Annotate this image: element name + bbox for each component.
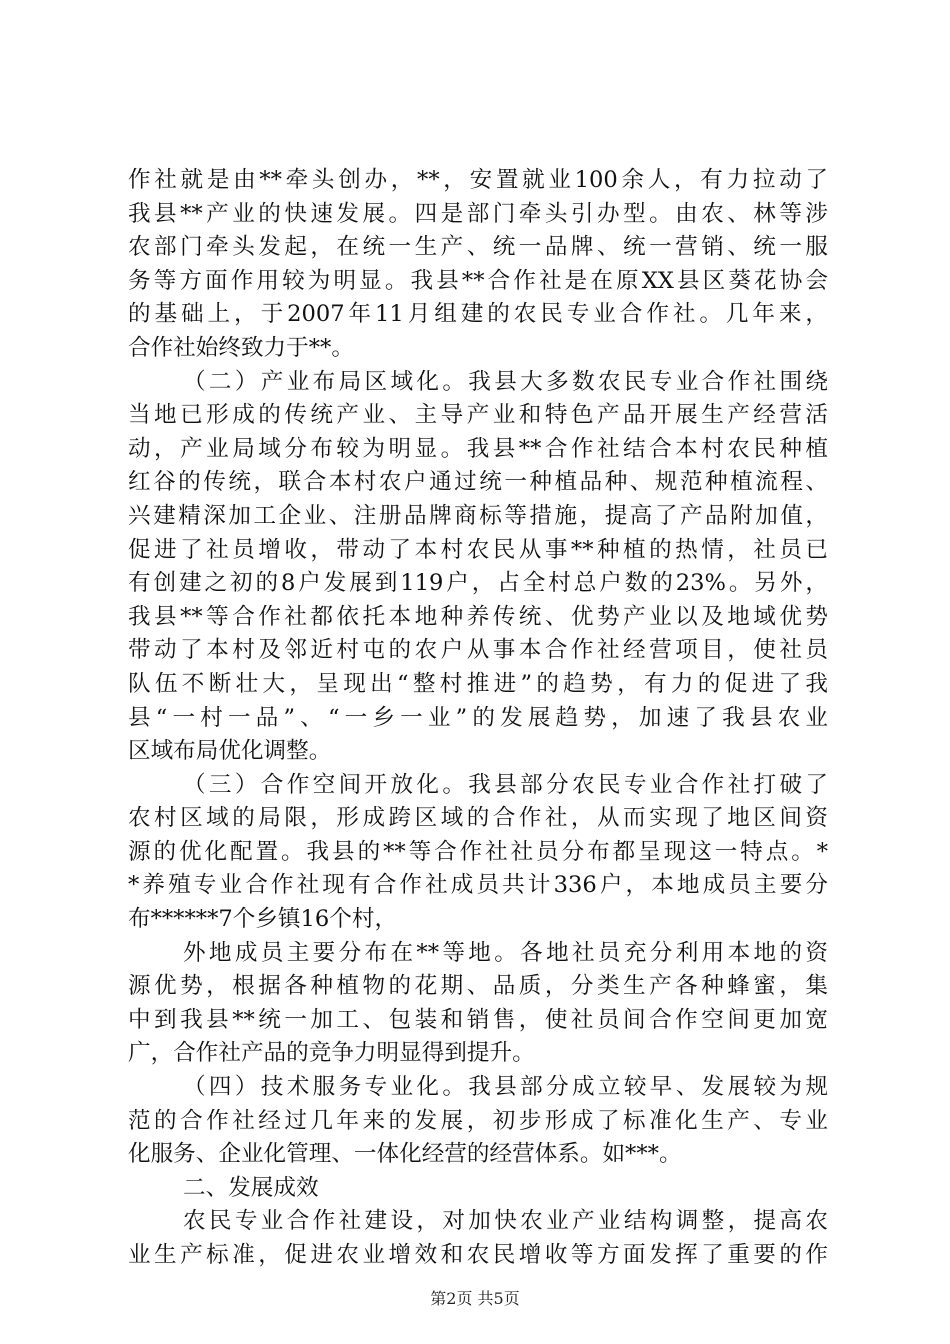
text-line: 农村区域的局限，形成跨区域的合作社，从而实现了地区间资	[128, 805, 828, 832]
text-line: 红谷的传统，联合本村农户通过统一种植品种、规范种植流程、	[128, 469, 828, 496]
text-line: 广，合作社产品的竞争力明显得到提升。	[128, 1040, 535, 1067]
text-line: 区域布局优化调整。	[128, 738, 332, 765]
page-number-footer: 第2页 共5页	[430, 1289, 520, 1308]
text-line: 促进了社员增收，带动了本村农民从事**种植的热情，社员已	[128, 536, 828, 563]
text-line: 化服务、企业化管理、一体化经营的经营体系。如***。	[128, 1141, 682, 1168]
text-line: 队伍不断壮大，呈现出“整村推进”的趋势，有力的促进了我	[128, 670, 828, 697]
section-heading-line: （二）产业布局区域化。我县大多数农民专业合作社围绕	[183, 368, 828, 395]
text-line: 业生产标准，促进农业增效和农民增收等方面发挥了重要的作	[128, 1242, 828, 1268]
section-heading-line: （三）合作空间开放化。我县部分农民专业合作社打破了	[183, 771, 828, 798]
section-heading-line: 二、发展成效	[183, 1174, 319, 1201]
text-line: 的基础上，于2007年11月组建的农民专业合作社。几年来，	[128, 301, 828, 328]
text-line: 外地成员主要分布在**等地。各地社员充分利用本地的资	[183, 939, 828, 966]
text-line: 作社就是由**牵头创办，**，安置就业100余人，有力拉动了	[128, 167, 828, 193]
text-line: 当地已形成的传统产业、主导产业和特色产品开展生产经营活	[128, 402, 828, 429]
text-line: 源优势，根据各种植物的花期、品质，分类生产各种蜂蜜，集	[128, 973, 828, 1000]
text-line: 带动了本村及邻近村屯的农户从事本合作社经营项目，使社员	[128, 637, 828, 664]
text-line: 农民专业合作社建设，对加快农业产业结构调整，提高农	[183, 1208, 828, 1235]
text-line: 源的优化配置。我县的**等合作社社员分布都呈现这一特点。*	[128, 838, 828, 865]
text-line: 布******7个乡镇16个村，	[128, 906, 398, 933]
text-line: 范的合作社经过几年来的发展，初步形成了标准化生产、专业	[128, 1107, 828, 1134]
text-line: 我县**等合作社都依托本地种养传统、优势产业以及地域优势	[128, 603, 828, 630]
text-line: 合作社始终致力于**。	[128, 334, 354, 361]
text-line: 我县**产业的快速发展。四是部门牵头引办型。由农、林等涉	[128, 200, 828, 227]
text-line: 县“一村一品”、“一乡一业”的发展趋势，加速了我县农业	[128, 704, 828, 731]
document-body	[128, 164, 828, 1273]
section-heading-line: （四）技术服务专业化。我县部分成立较早、发展较为规	[183, 1074, 828, 1101]
text-line: 农部门牵头发起，在统一生产、统一品牌、统一营销、统一服	[128, 234, 828, 261]
text-line: 中到我县**统一加工、包装和销售，使社员间合作空间更加宽	[128, 1006, 828, 1033]
text-line: 务等方面作用较为明显。我县**合作社是在原XX县区葵花协会	[128, 267, 828, 294]
text-line: 动，产业局域分布较为明显。我县**合作社结合本村农民种植	[128, 435, 828, 462]
text-line: 兴建精深加工企业、注册品牌商标等措施，提高了产品附加值，	[128, 502, 828, 529]
text-line: 有创建之初的8户发展到119户，占全村总户数的23%。另外，	[128, 570, 828, 597]
text-line: *养殖专业合作社现有合作社成员共计336户，本地成员主要分	[128, 872, 828, 899]
